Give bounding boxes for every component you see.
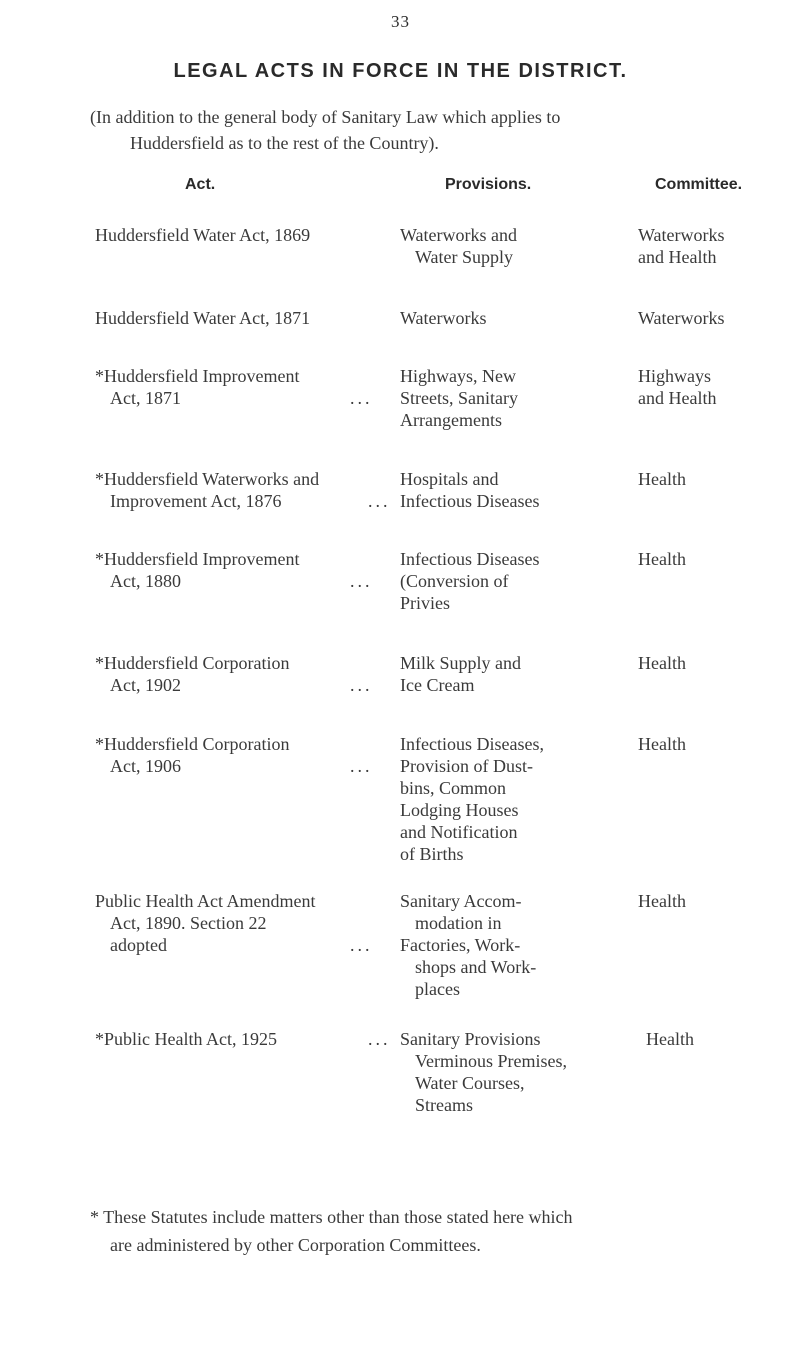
act-cell [95, 307, 385, 329]
leader-dots: ... [368, 491, 391, 511]
provisions-cell [400, 652, 620, 696]
committee-cell [646, 1028, 796, 1050]
provisions-cell [400, 890, 620, 1000]
act-cell [95, 468, 385, 512]
act-cell [95, 733, 385, 777]
provisions-line: Infectious Diseases, [400, 734, 544, 754]
provisions-line: shops and Work- [415, 957, 537, 977]
intro-line: Huddersfield as to the rest of the Country). [130, 133, 439, 153]
act-line: Act, 1890. Section 22 [110, 913, 267, 933]
leader-dots: ... [368, 1029, 391, 1049]
act-line: *Public Health Act, 1925 [95, 1029, 277, 1049]
footnote [90, 1203, 780, 1259]
committee-line: Health [638, 653, 686, 673]
committee-line: Health [646, 1029, 694, 1049]
page-number: 33 [391, 12, 410, 31]
provisions-line: bins, Common [400, 778, 507, 798]
intro-line: (In addition to the general body of Sanitary Law which applies to [90, 107, 561, 127]
committee-line: Highways [638, 366, 711, 386]
provisions-cell [400, 365, 620, 431]
act-line: Act, 1902 [110, 675, 181, 695]
act-line: Act, 1871 [110, 388, 181, 408]
provisions-cell [400, 733, 620, 865]
provisions-line: of Births [400, 844, 464, 864]
committee-cell [638, 224, 788, 268]
provisions-line: Verminous Premises, [415, 1051, 567, 1071]
provisions-line: and Notification [400, 822, 518, 842]
provisions-line: Arrangements [400, 410, 502, 430]
act-line: Public Health Act Amendment [95, 891, 316, 911]
provisions-line: Hospitals and [400, 469, 499, 489]
provisions-line: Highways, New [400, 366, 516, 386]
committee-line: Waterworks [638, 308, 725, 328]
committee-line: Health [638, 469, 686, 489]
act-line: Act, 1906 [110, 756, 181, 776]
leader-dots: ... [350, 935, 373, 955]
provisions-line: Sanitary Provisions [400, 1029, 541, 1049]
provisions-cell [400, 307, 620, 329]
provisions-line: Privies [400, 593, 451, 613]
provisions-line: Sanitary Accom- [400, 891, 522, 911]
provisions-line: Infectious Diseases [400, 549, 540, 569]
act-line: adopted [110, 935, 167, 955]
provisions-cell [400, 1028, 620, 1116]
provisions-cell [400, 468, 620, 512]
provisions-cell [400, 224, 620, 268]
provisions-line: Water Courses, [415, 1073, 525, 1093]
provisions-line: Streams [415, 1095, 473, 1115]
provisions-line: Provision of Dust- [400, 756, 534, 776]
footnote-line: * These Statutes include matters other than those stated here which [90, 1207, 573, 1227]
leader-dots: ... [350, 675, 373, 695]
column-header-act: Act. [185, 176, 216, 193]
committee-line: and Health [638, 247, 717, 267]
page-title: LEGAL ACTS IN FORCE IN THE DISTRICT. [173, 60, 628, 82]
provisions-line: places [415, 979, 460, 999]
provisions-line: modation in [415, 913, 502, 933]
act-line: Huddersfield Water Act, 1871 [95, 308, 311, 328]
act-cell [95, 224, 385, 246]
provisions-line: Infectious Diseases [400, 491, 540, 511]
leader-dots: ... [350, 756, 373, 776]
provisions-line: Milk Supply and [400, 653, 522, 673]
leader-dots: ... [350, 388, 373, 408]
committee-line: Waterworks [638, 225, 725, 245]
provisions-line: Ice Cream [400, 675, 475, 695]
committee-cell [638, 307, 788, 329]
act-line: *Huddersfield Improvement [95, 366, 300, 386]
act-line: Act, 1880 [110, 571, 181, 591]
column-header-committee: Committee. [655, 176, 743, 193]
committee-cell [638, 733, 788, 755]
act-line: Huddersfield Water Act, 1869 [95, 225, 311, 245]
intro-paragraph [90, 104, 770, 156]
provisions-cell [400, 548, 620, 614]
provisions-line: Water Supply [415, 247, 514, 267]
act-line: Improvement Act, 1876 [110, 491, 282, 511]
provisions-line: Factories, Work- [400, 935, 521, 955]
act-cell [95, 1028, 385, 1050]
act-cell [95, 890, 385, 956]
act-cell [95, 548, 385, 592]
committee-line: Health [638, 891, 686, 911]
act-line: *Huddersfield Corporation [95, 734, 290, 754]
committee-cell [638, 652, 788, 674]
committee-line: Health [638, 734, 686, 754]
committee-line: and Health [638, 388, 717, 408]
committee-cell [638, 468, 788, 490]
committee-line: Health [638, 549, 686, 569]
provisions-line: (Conversion of [400, 571, 509, 591]
footnote-line: are administered by other Corporation Committees. [110, 1235, 481, 1255]
act-cell [95, 365, 385, 409]
provisions-line: Waterworks and [400, 225, 518, 245]
provisions-line: Lodging Houses [400, 800, 519, 820]
committee-cell [638, 548, 788, 570]
act-line: *Huddersfield Corporation [95, 653, 290, 673]
column-header-provisions: Provisions. [445, 176, 532, 193]
provisions-line: Streets, Sanitary [400, 388, 518, 408]
act-line: *Huddersfield Improvement [95, 549, 300, 569]
act-line: *Huddersfield Waterworks and [95, 469, 320, 489]
committee-cell [638, 890, 788, 912]
leader-dots: ... [350, 571, 373, 591]
provisions-line: Waterworks [400, 308, 487, 328]
committee-cell [638, 365, 788, 409]
act-cell [95, 652, 385, 696]
